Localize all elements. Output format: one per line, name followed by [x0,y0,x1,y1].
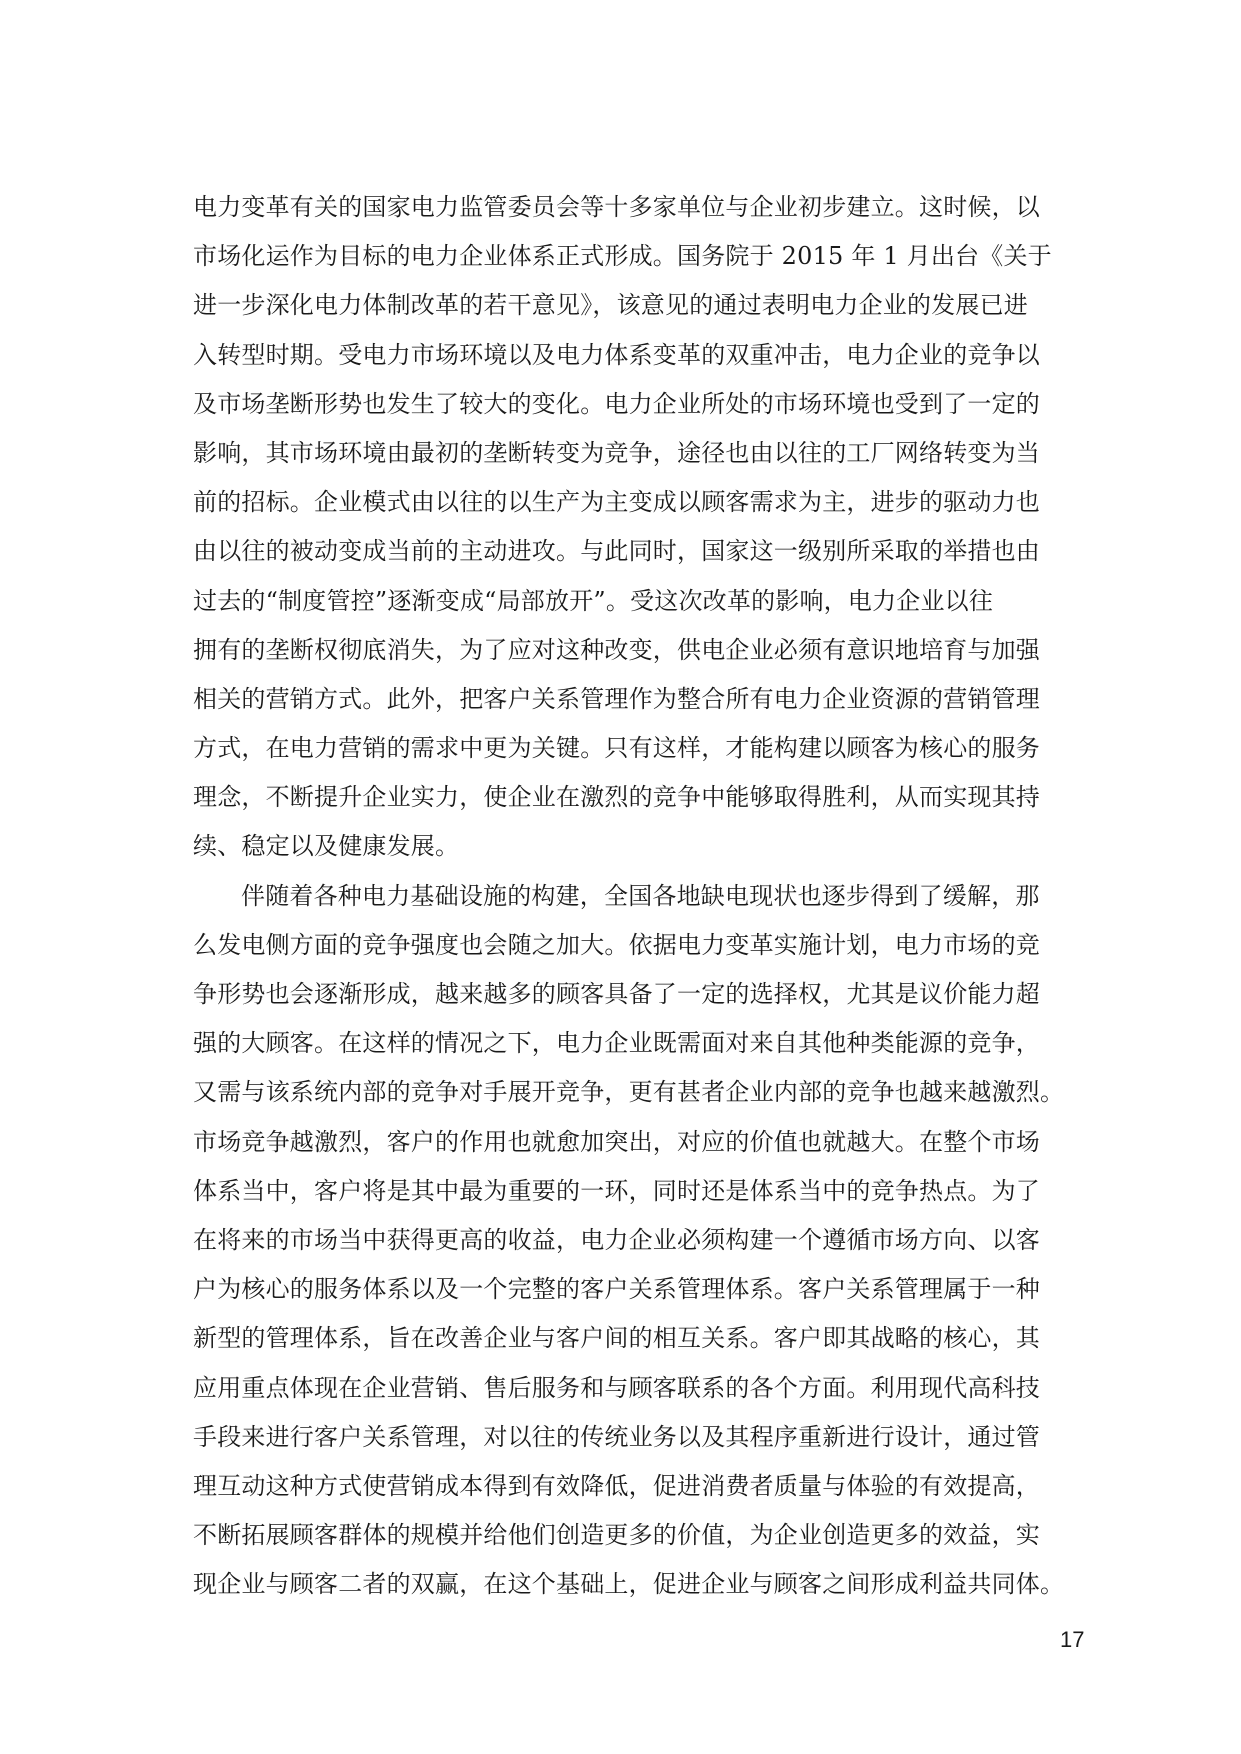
text-line: 应用重点体现在企业营销、售后服务和与顾客联系的各个方面。利用现代高科技 [193,1373,1040,1402]
text-line: 不断拓展顾客群体的规模并给他们创造更多的价值，为企业创造更多的效益，实 [193,1521,1040,1550]
text-line: 电力变革有关的国家电力监管委员会等十多家单位与企业初步建立。这时候，以 [193,193,1040,221]
text-line: 过去的“制度管控”逐渐变成“局部放开”。受这次改革的影响，电力企业以往 [193,586,994,615]
text-line: 现企业与顾客二者的双赢，在这个基础上，促进企业与顾客之间形成利益共同体。 [193,1570,1065,1599]
text-line: 户为核心的服务体系以及一个完整的客户关系管理体系。客户关系管理属于一种 [193,1275,1040,1304]
text-line: 理互动这种方式使营销成本得到有效降低，促进消费者质量与体验的有效提高， [193,1471,1040,1500]
text-line: 新型的管理体系，旨在改善企业与客户间的相互关系。客户即其战略的核心，其 [193,1324,1040,1353]
paragraph-first-line: 伴随着各种电力基础设施的构建，全国各地缺电现状也逐步得到了缓解，那 [241,881,1040,910]
text-line: 么发电侧方面的竞争强度也会随之加大。依据电力变革实施计划，电力市场的竞 [193,930,1040,959]
text-line: 前的招标。企业模式由以往的以生产为主变成以顾客需求为主，进步的驱动力也 [193,488,1040,517]
body-text [193,183,1065,1609]
text-line: 又需与该系统内部的竞争对手展开竞争，更有甚者企业内部的竞争也越来越激烈。 [193,1078,1065,1107]
text-line: 进一步深化电力体制改革的若干意见》，该意见的通过表明电力企业的发展已进 [193,291,1028,320]
page-number: 17 [1060,1627,1085,1652]
text-line: 拥有的垄断权彻底消失，为了应对这种改变，供电企业必须有意识地培育与加强 [193,635,1040,664]
text-line: 由以往的被动变成当前的主动进攻。与此同时，国家这一级别所采取的举措也由 [193,537,1040,566]
text-line: 手段来进行客户关系管理，对以往的传统业务以及其程序重新进行设计，通过管 [193,1422,1040,1451]
text-line: 理念，不断提升企业实力，使企业在激烈的竞争中能够取得胜利，从而实现其持 [193,783,1040,812]
text-line: 争形势也会逐渐形成，越来越多的顾客具备了一定的选择权，尤其是议价能力超 [193,980,1040,1008]
text-line: 影响，其市场环境由最初的垄断转变为竞争，途径也由以往的工厂网络转变为当 [193,438,1040,467]
text-line: 入转型时期。受电力市场环境以及电力体系变革的双重冲击，电力企业的竞争以 [193,340,1040,369]
text-line: 市场竞争越激烈，客户的作用也就愈加突出，对应的价值也就越大。在整个市场 [193,1127,1040,1156]
text-line: 在将来的市场当中获得更高的收益，电力企业必须构建一个遵循市场方向、以客 [193,1225,1040,1254]
text-line: 及市场垄断形势也发生了较大的变化。电力企业所处的市场环境也受到了一定的 [193,389,1040,418]
text-line: 市场化运作为目标的电力企业体系正式形成。国务院于 2015 年 1 月出台《关于 [193,242,1052,271]
text-line: 体系当中，客户将是其中最为重要的一环，同时还是体系当中的竞争热点。为了 [193,1176,1040,1205]
text-line: 相关的营销方式。此外，把客户关系管理作为整合所有电力企业资源的营销管理 [193,684,1040,713]
text-line: 方式，在电力营销的需求中更为关键。只有这样，才能构建以顾客为核心的服务 [193,734,1040,763]
text-line: 续、稳定以及健康发展。 [193,832,460,861]
text-line: 强的大顾客。在这样的情况之下，电力企业既需面对来自其他种类能源的竞争， [193,1029,1040,1058]
